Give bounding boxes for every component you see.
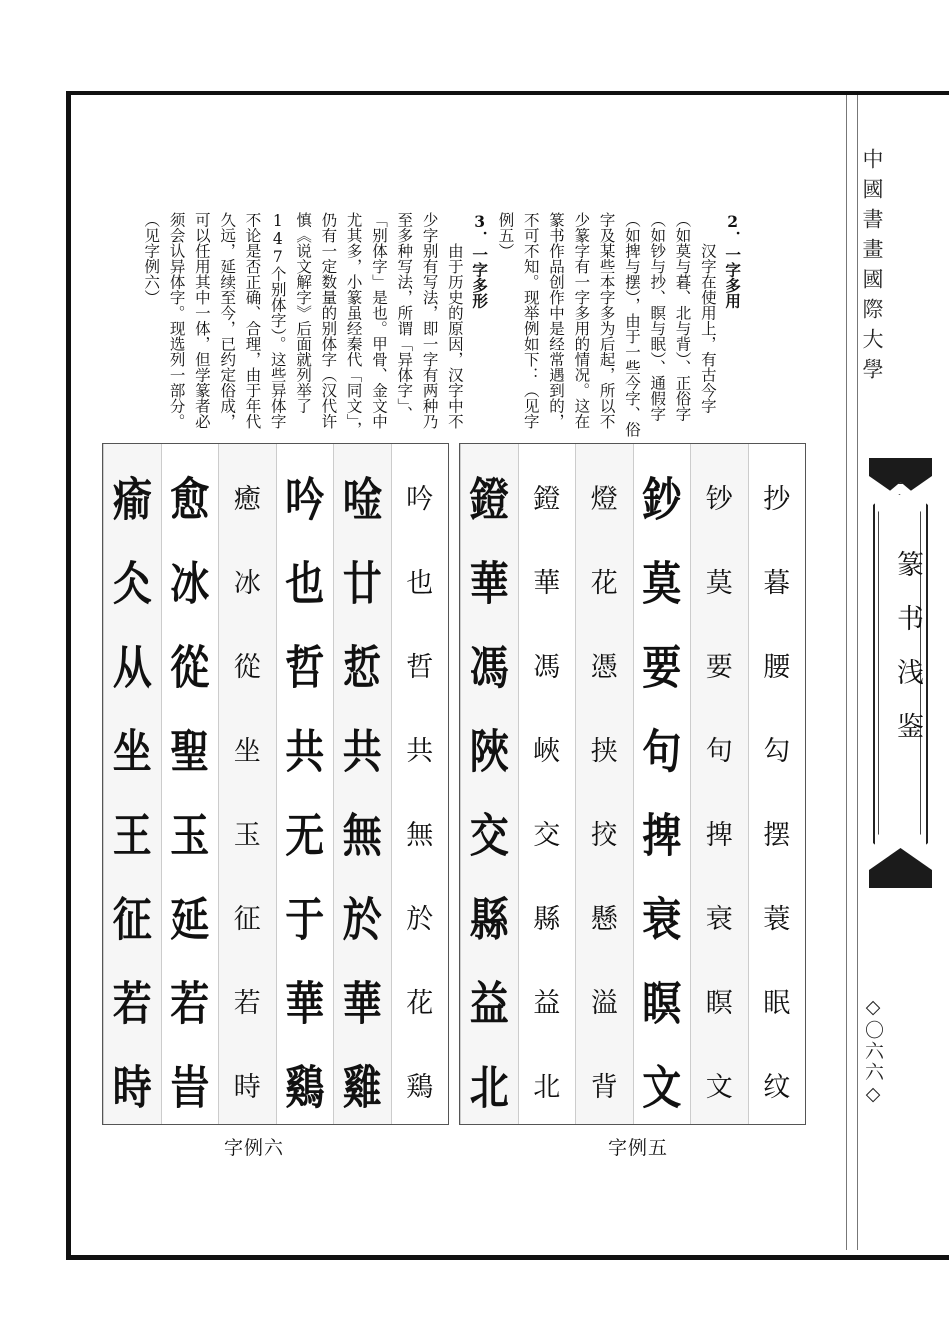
modern-character: 燈 [590,484,618,515]
seal-character: 吟 [285,472,325,528]
modern-character: 時 [233,1072,261,1103]
seal-character: 捭 [642,808,682,864]
seal-character: 句 [642,724,682,780]
seal-character: 延 [170,892,210,948]
character-column [749,444,806,1124]
margin-rule [846,95,847,1250]
school-name: 中國書畫國際大學 [860,148,884,388]
modern-character: 鐙 [533,484,561,515]
seal-character: 旹 [170,1060,210,1116]
seal-character: 无 [285,808,325,864]
seal-character: 華 [342,976,382,1032]
example-six-caption: 字例六 [224,1137,285,1159]
seal-character: 交 [469,808,509,864]
character-column [634,444,691,1124]
seal-character: 雞 [342,1060,382,1116]
seal-character: 衰 [642,892,682,948]
seal-character: 縣 [469,892,509,948]
seal-character: 聖 [170,724,210,780]
modern-character: 挍 [590,820,618,851]
title-panel-bottom-ornament [869,848,932,888]
modern-character: 暮 [763,568,791,599]
seal-character: 仌 [112,556,152,612]
modern-character: 於 [406,904,434,935]
body-text [138,212,745,444]
character-column [218,444,277,1124]
modern-character: 纹 [763,1072,791,1103]
modern-character: 背 [590,1072,618,1103]
seal-character: 無 [342,808,382,864]
example-six-table [102,443,449,1125]
modern-character: 交 [533,820,561,851]
modern-character: 挟 [590,736,618,767]
modern-character: 益 [533,988,561,1019]
seal-character: 鷄 [285,1060,325,1116]
modern-character: 花 [590,568,618,599]
seal-character: 廿 [342,556,382,612]
seal-character: 陜 [469,724,509,780]
seal-character: 鐙 [469,472,509,528]
character-column [162,444,219,1124]
modern-character: 若 [233,988,261,1019]
character-column [277,444,334,1124]
seal-character: 益 [469,976,509,1032]
seal-character: 王 [112,808,152,864]
modern-character: 捭 [705,820,733,851]
modern-character: 花 [406,988,434,1019]
seal-character: 坐 [112,724,152,780]
seal-character: 冰 [170,556,210,612]
seal-character: 華 [469,556,509,612]
modern-character: 峽 [533,736,561,767]
seal-character: 若 [170,976,210,1032]
example-five-table [459,443,806,1125]
seal-character: 悊 [342,640,382,696]
modern-character: 溢 [590,988,618,1019]
page-number: ◇〇六六◇ [862,996,884,1107]
modern-character: 钞 [705,484,733,515]
seal-character: 從 [170,640,210,696]
modern-character: 華 [533,568,561,599]
seal-character: 共 [342,724,382,780]
seal-character: 鈔 [642,472,682,528]
seal-character: 若 [112,976,152,1032]
modern-character: 玉 [233,820,261,851]
modern-character: 摆 [763,820,791,851]
heading-yizi-duoxing: 3．一字多形 [470,212,490,309]
seal-character: 共 [285,724,325,780]
modern-character: 眠 [763,988,791,1019]
seal-character: 从 [112,640,152,696]
paragraph-yizi-duoyong: 汉字在使用上，有古今字（如莫与暮、北与背）、正俗字（如钞与抄、瞑与眠）、通假字（如捭与摆），由于一些今字、俗字及某些本字多为后起，所以不少篆字有一字多用的情况。这在篆书作品创作中是经常遇到的，不可不知。现举例如下：（见字例五） [496,212,717,437]
seal-character: 哲 [285,640,325,696]
modern-character: 縣 [533,904,561,935]
character-column [519,444,576,1124]
section-title: 篆书浅鉴 [892,550,923,766]
seal-character: 于 [285,892,325,948]
character-column [690,444,749,1124]
modern-character: 憑 [590,652,618,683]
modern-character: 句 [705,736,733,767]
seal-character: 要 [642,640,682,696]
seal-character: 時 [112,1060,152,1116]
paragraph-yizi-duoxing: 由于历史的原因，汉字中不少字别有写法，即一字有两种乃至多种写法，所谓「异体字」、「别体字」是也。甲骨、金文中尤其多，小篆虽经秦代「同文」，仍有一定数量的别体字（汉代许慎《说文解字》后面就列举了147个别体字）。这些异体字不论是否正确、合理，由于年代久远，延续至今，已约定俗成，可以任用其中一体，但学篆者必须会认异体字。现选列一部分。（见字例六） [142,212,464,437]
seal-character: 瞑 [642,976,682,1032]
modern-character: 坐 [233,736,261,767]
modern-character: 北 [533,1072,561,1103]
character-column [103,444,162,1124]
seal-character: 唫 [342,472,382,528]
modern-character: 文 [705,1072,733,1103]
modern-character: 瞑 [705,988,733,1019]
seal-character: 北 [469,1060,509,1116]
character-column [392,444,449,1124]
seal-character: 征 [112,892,152,948]
modern-character: 吟 [406,484,434,515]
seal-character: 瘉 [112,472,152,528]
modern-character: 要 [705,652,733,683]
seal-character: 馮 [469,640,509,696]
modern-character: 懸 [590,904,618,935]
seal-character: 文 [642,1060,682,1116]
seal-character: 莫 [642,556,682,612]
character-column [460,444,519,1124]
seal-character: 也 [285,556,325,612]
modern-character: 馮 [533,652,561,683]
modern-character: 也 [406,568,434,599]
modern-character: 鶏 [406,1072,434,1103]
modern-character: 腰 [763,652,791,683]
modern-character: 癒 [233,484,261,515]
seal-character: 華 [285,976,325,1032]
modern-character: 哲 [406,652,434,683]
modern-character: 無 [406,820,434,851]
modern-character: 冰 [233,568,261,599]
modern-character: 蓑 [763,904,791,935]
character-column [333,444,392,1124]
seal-character: 愈 [170,472,210,528]
modern-character: 共 [406,736,434,767]
seal-character: 於 [342,892,382,948]
modern-character: 衰 [705,904,733,935]
modern-character: 從 [233,652,261,683]
seal-character: 玉 [170,808,210,864]
modern-character: 抄 [763,484,791,515]
heading-yizi-duoyong: 2．一字多用 [723,212,743,309]
modern-character: 征 [233,904,261,935]
modern-character: 莫 [705,568,733,599]
modern-character: 勾 [763,736,791,767]
example-five-caption: 字例五 [608,1137,669,1159]
character-column [575,444,634,1124]
